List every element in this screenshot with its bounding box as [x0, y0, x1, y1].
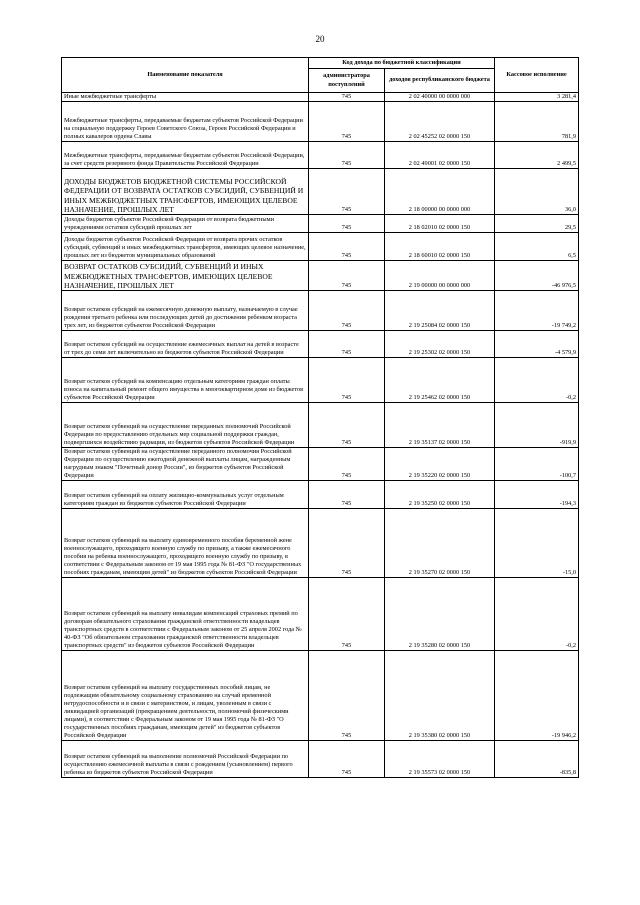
- row-revenue-code: 2 19 00000 00 0000 000: [385, 261, 495, 291]
- row-indicator-name: Возврат остатков субсидий на компенсацию отдельным категориям граждан оплаты взноса на капитальный ремонт общего имущества в многоквартирном доме из бюджетов субъектов Российской Федерации: [62, 358, 309, 403]
- row-revenue-code: 2 19 35250 02 0000 150: [385, 481, 495, 509]
- header-classification-code: Код дохода по бюджетной классификации: [309, 58, 495, 69]
- table-row: [62, 509, 579, 578]
- row-cash-execution: -15,0: [495, 509, 579, 578]
- row-cash-execution: 36,0: [495, 169, 579, 215]
- table-row: [62, 481, 579, 509]
- table-row: [62, 741, 579, 778]
- row-indicator-name: Доходы бюджетов субъектов Российской Федерации от возврата бюджетными учреждениями остатков субсидий прошлых лет: [62, 215, 309, 233]
- row-revenue-code: 2 19 35380 02 0000 150: [385, 651, 495, 741]
- table-row: [62, 291, 579, 331]
- row-cash-execution: 2 499,5: [495, 142, 579, 169]
- row-administrator-code: 745: [309, 261, 385, 291]
- row-indicator-name: Межбюджетные трансферты, передаваемые бюджетам субъектов Российской Федерации, за счет средств резервного фонда Правительства Российской Федерации: [62, 142, 309, 169]
- row-indicator-name: ДОХОДЫ БЮДЖЕТОВ БЮДЖЕТНОЙ СИСТЕМЫ РОССИЙСКОЙ ФЕДЕРАЦИИ ОТ ВОЗВРАТА ОСТАТКОВ СУБСИДИЙ, СУБВЕНЦИЙ И ИНЫХ МЕЖБЮДЖЕТНЫХ ТРАНСФЕРТОВ, ИМЕЮЩИХ ЦЕЛЕВОЕ НАЗНАЧЕНИЕ, ПРОШЛЫХ ЛЕТ: [62, 169, 309, 215]
- row-revenue-code: 2 02 45252 02 0000 150: [385, 102, 495, 142]
- row-cash-execution: -4 579,9: [495, 331, 579, 358]
- table-row: [62, 331, 579, 358]
- row-revenue-code: 2 19 35573 02 0000 150: [385, 741, 495, 778]
- row-revenue-code: 2 19 35280 02 0000 150: [385, 578, 495, 651]
- row-cash-execution: -919,9: [495, 403, 579, 448]
- row-administrator-code: 745: [309, 651, 385, 741]
- row-administrator-code: 745: [309, 358, 385, 403]
- row-administrator-code: 745: [309, 102, 385, 142]
- row-cash-execution: 3 281,4: [495, 93, 579, 102]
- table-body: [62, 93, 579, 778]
- row-indicator-name: Возврат остатков субсидий на ежемесячную денежную выплату, назначаемую в случае рождения третьего ребенка или последующих детей до достижения ребенком возраста трех лет, из бюджетов субъектов Российской Федерации: [62, 291, 309, 331]
- row-indicator-name: Межбюджетные трансферты, передаваемые бюджетам субъектов Российской Федерации на социальную поддержку Героев Советского Союза, Героев Российской Федерации и полных кавалеров ордена Славы: [62, 102, 309, 142]
- row-cash-execution: 781,9: [495, 102, 579, 142]
- row-indicator-name: Возврат остатков субвенций на осуществление переданных полномочий Российской Федерации по предоставлению отдельных мер социальной поддержки граждан, подвергшихся воздействию радиации, из бюджетов субъектов Российской Федерации: [62, 403, 309, 448]
- table-row: [62, 651, 579, 741]
- row-indicator-name: Возврат остатков субсидий на осуществление ежемесячных выплат на детей в возрасте от трех до семи лет включительно из бюджетов субъектов Российской Федерации: [62, 331, 309, 358]
- table-row: [62, 261, 579, 291]
- row-cash-execution: -46 976,5: [495, 261, 579, 291]
- row-administrator-code: 745: [309, 403, 385, 448]
- row-revenue-code: 2 19 35137 02 0000 150: [385, 403, 495, 448]
- table-row: [62, 578, 579, 651]
- row-revenue-code: 2 02 49001 02 0000 150: [385, 142, 495, 169]
- table-row: [62, 142, 579, 169]
- row-administrator-code: 745: [309, 578, 385, 651]
- row-administrator-code: 745: [309, 448, 385, 481]
- row-administrator-code: 745: [309, 291, 385, 331]
- row-cash-execution: 29,5: [495, 215, 579, 233]
- row-revenue-code: 2 18 60010 02 0000 150: [385, 233, 495, 261]
- table-row: [62, 93, 579, 102]
- header-indicator-name: Наименование показателя: [62, 58, 309, 93]
- row-indicator-name: Возврат остатков субвенций на выполнение полномочий Российской Федерации по осуществлению ежемесячной выплаты в связи с рождением (усыновлением) первого ребенка из бюджетов субъектов Российской Федерации: [62, 741, 309, 778]
- row-indicator-name: Доходы бюджетов субъектов Российской Федерации от возврата прочих остатков субсидий, субвенций и иных межбюджетных трансфертов, имеющих целевое назначение, прошлых лет из бюджетов муниципальных образований: [62, 233, 309, 261]
- row-administrator-code: 745: [309, 142, 385, 169]
- row-administrator-code: 745: [309, 331, 385, 358]
- table-row: [62, 102, 579, 142]
- row-indicator-name: Возврат остатков субвенций на оплату жилищно-коммунальных услуг отдельным категориям граждан из бюджетов субъектов Российской Федерации: [62, 481, 309, 509]
- row-revenue-code: 2 19 25302 02 0000 150: [385, 331, 495, 358]
- header-republican-budget-revenue: доходов республиканского бюджета: [385, 69, 495, 93]
- row-cash-execution: -194,3: [495, 481, 579, 509]
- row-indicator-name: Иные межбюджетные трансферты: [62, 93, 309, 102]
- row-indicator-name: Возврат остатков субвенций на выплату единовременного пособия беременной жене военнослужащего, проходящего военную службу по призыву, а также ежемесячного пособия на ребенка военнослужащего, проходящего военную службу по призыву, в соответствии с Федеральным законом от 19 мая 1995 года № 81-ФЗ "О государственных пособиях гражданам, имеющим детей" из бюджетов субъектов Российской Федерации: [62, 509, 309, 578]
- row-revenue-code: 2 19 35220 02 0000 150: [385, 448, 495, 481]
- table-row: [62, 233, 579, 261]
- header-administrator: администратора поступлений: [309, 69, 385, 93]
- row-administrator-code: 745: [309, 215, 385, 233]
- row-cash-execution: -100,7: [495, 448, 579, 481]
- row-administrator-code: 745: [309, 481, 385, 509]
- table-row: [62, 403, 579, 448]
- row-revenue-code: 2 18 00000 00 0000 000: [385, 169, 495, 215]
- row-revenue-code: 2 02 40000 00 0000 000: [385, 93, 495, 102]
- row-cash-execution: -19 749,2: [495, 291, 579, 331]
- row-indicator-name: Возврат остатков субвенций на осуществление переданного полномочия Российской Федерации по осуществлению ежегодной денежной выплаты лицам, награжденным нагрудным знаком "Почетный донор России", из бюджетов субъектов Российской Федерации: [62, 448, 309, 481]
- row-revenue-code: 2 19 25462 02 0000 150: [385, 358, 495, 403]
- table-row: [62, 448, 579, 481]
- row-administrator-code: 745: [309, 509, 385, 578]
- row-administrator-code: 745: [309, 741, 385, 778]
- row-cash-execution: -0,2: [495, 358, 579, 403]
- page-number: 20: [315, 34, 325, 44]
- table-row: [62, 169, 579, 215]
- row-indicator-name: Возврат остатков субвенций на выплату государственных пособий лицам, не подлежащим обязательному социальному страхованию на случай временной нетрудоспособности и в связи с материнством, и лицам, уволенным в связи с ликвидацией организаций (прекращением деятельности, полномочий физическими лицами), в соответствии с Федеральным законом от 19 мая 1995 года № 81-ФЗ "О государственных пособиях гражданам, имеющим детей" из бюджетов субъектов Российской Федерации: [62, 651, 309, 741]
- row-revenue-code: 2 19 35270 02 0000 150: [385, 509, 495, 578]
- row-cash-execution: -835,8: [495, 741, 579, 778]
- table-row: [62, 215, 579, 233]
- row-cash-execution: -0,2: [495, 578, 579, 651]
- table-row: [62, 358, 579, 403]
- row-cash-execution: 6,5: [495, 233, 579, 261]
- header-cash-execution: Кассовое исполнение: [495, 58, 579, 93]
- row-administrator-code: 745: [309, 233, 385, 261]
- row-cash-execution: -19 946,2: [495, 651, 579, 741]
- row-indicator-name: Возврат остатков субвенций на выплату инвалидам компенсаций страховых премий по договорам обязательного страхования гражданской ответственности владельцев транспортных средств в соответствии с Федеральным законом от 25 апреля 2002 года № 40-ФЗ "Об обязательном страховании гражданской ответственности владельцев транспортных средств" из бюджетов субъектов Российской Федерации: [62, 578, 309, 651]
- row-indicator-name: ВОЗВРАТ ОСТАТКОВ СУБСИДИЙ, СУБВЕНЦИЙ И ИНЫХ МЕЖБЮДЖЕТНЫХ ТРАНСФЕРТОВ, ИМЕЮЩИХ ЦЕЛЕВОЕ НАЗНАЧЕНИЕ, ПРОШЛЫХ ЛЕТ: [62, 261, 309, 291]
- row-revenue-code: 2 19 25084 02 0000 150: [385, 291, 495, 331]
- row-revenue-code: 2 18 02010 02 0000 150: [385, 215, 495, 233]
- row-administrator-code: 745: [309, 93, 385, 102]
- row-administrator-code: 745: [309, 169, 385, 215]
- budget-revenue-table: [61, 57, 579, 778]
